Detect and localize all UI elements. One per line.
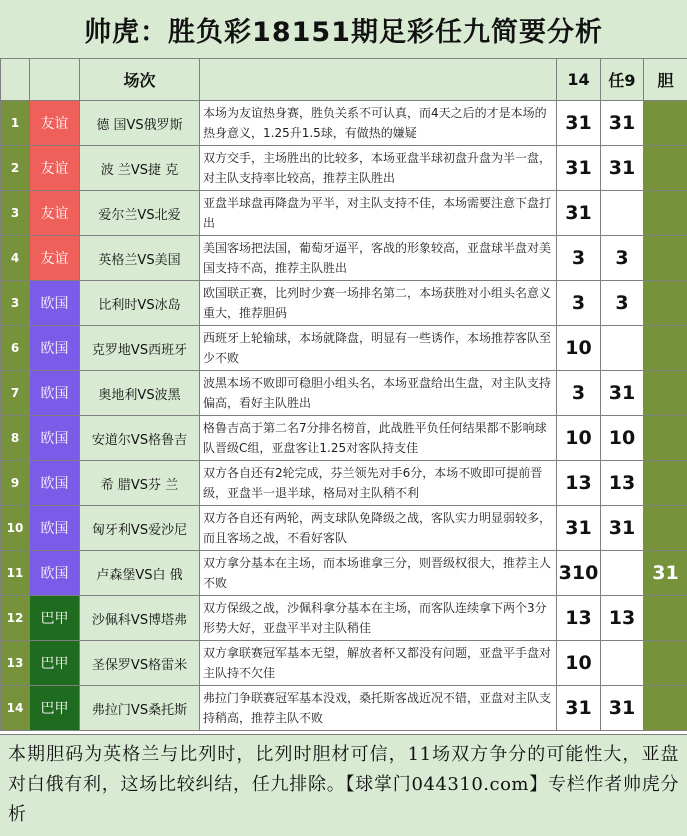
match-table [0, 58, 687, 731]
pick-r9: 31 [601, 506, 644, 551]
table-row [1, 326, 687, 371]
pick-r9: 3 [601, 281, 644, 326]
analysis-body: 双方拿分基本在主场，而本场谁拿三分，则晋级权很大，推荐主人不败 [203, 556, 552, 590]
row-number: 11 [1, 551, 30, 596]
pick-r9 [601, 551, 644, 596]
pick-dan [644, 101, 687, 146]
pick-dan [644, 146, 687, 191]
analysis-text [200, 191, 557, 236]
table-row [1, 461, 687, 506]
analysis-body: 双方保级之战，沙佩科拿分基本在主场，而客队连续拿下两个3分形势大好，亚盘平半对主队稍佳 [203, 601, 547, 635]
pick-14: 10 [557, 326, 601, 371]
analysis-text [200, 596, 557, 641]
row-number: 2 [1, 146, 30, 191]
pick-r9: 13 [601, 596, 644, 641]
header-row [1, 59, 687, 101]
league-badge: 欧国 [30, 506, 80, 551]
header-match: 场次 [80, 59, 200, 101]
table-row [1, 641, 687, 686]
pick-r9: 31 [601, 101, 644, 146]
match-name: 波 兰VS捷 克 [80, 146, 200, 191]
table-row [1, 281, 687, 326]
analysis-text [200, 641, 557, 686]
analysis-body: 本场为友谊热身赛，胜负关系不可认真，而4天之后的才是本场的热身意义，1.25升1.5球，有做热的嫌疑 [203, 106, 547, 140]
analysis-body: 格鲁吉高于第二名7分排名榜首，此战胜平负任何结果都不影响球队晋级C组，亚盘客让1.25对客队持支佳 [203, 421, 547, 455]
league-badge: 友谊 [30, 101, 80, 146]
analysis-text [200, 461, 557, 506]
row-number: 8 [1, 416, 30, 461]
pick-dan: 31 [644, 551, 687, 596]
pick-dan [644, 191, 687, 236]
pick-dan [644, 686, 687, 731]
analysis-body: 双方交手，主场胜出的比较多，本场亚盘半球初盘升盘为半一盘，对主队支持率比较高，推荐主队胜出 [203, 151, 552, 185]
analysis-body: 亚盘半球盘再降盘为平半，对主队支持不佳，本场需要注意下盘打出 [203, 196, 552, 230]
analysis-text [200, 371, 557, 416]
match-name: 德 国VS俄罗斯 [80, 101, 200, 146]
match-name: 安道尔VS格鲁吉 [80, 416, 200, 461]
pick-r9 [601, 326, 644, 371]
row-number: 10 [1, 506, 30, 551]
league-badge: 欧国 [30, 371, 80, 416]
analysis-body: 双方拿联赛冠军基本无望，解放者杯又都没有问题，亚盘平手盘对主队持不欠佳 [203, 646, 552, 680]
pick-r9 [601, 641, 644, 686]
match-name: 沙佩科VS博塔弗 [80, 596, 200, 641]
analysis-text [200, 236, 557, 281]
analysis-body: 波黑本场不败即可稳胆小组头名，本场亚盘给出生盘，对主队支持偏高，看好主队胜出 [203, 376, 552, 410]
row-number: 13 [1, 641, 30, 686]
pick-14: 31 [557, 191, 601, 236]
row-number: 6 [1, 326, 30, 371]
pick-14: 10 [557, 416, 601, 461]
analysis-body: 双方各自还有2轮完成，芬兰领先对手6分，本场不败即可提前晋级，亚盘半一退半球，格局对主队稍不利 [203, 466, 543, 500]
pick-14: 31 [557, 686, 601, 731]
league-badge: 欧国 [30, 551, 80, 596]
analysis-text [200, 551, 557, 596]
match-name: 英格兰VS美国 [80, 236, 200, 281]
league-badge: 欧国 [30, 326, 80, 371]
header-analysis [200, 59, 557, 101]
pick-14: 10 [557, 641, 601, 686]
pick-14: 31 [557, 506, 601, 551]
pick-dan [644, 641, 687, 686]
pick-r9: 31 [601, 371, 644, 416]
match-name: 奥地利VS波黑 [80, 371, 200, 416]
league-badge: 巴甲 [30, 641, 80, 686]
league-badge: 友谊 [30, 146, 80, 191]
analysis-text [200, 326, 557, 371]
match-name: 克罗地VS西班牙 [80, 326, 200, 371]
row-number: 9 [1, 461, 30, 506]
pick-r9: 31 [601, 146, 644, 191]
table-row [1, 146, 687, 191]
table-row [1, 371, 687, 416]
pick-dan [644, 326, 687, 371]
analysis-body: 欧国联正赛，比列时少赛一场排名第二，本场获胜对小组头名意义重大，推荐胆码 [203, 286, 552, 320]
row-number: 3 [1, 281, 30, 326]
pick-dan [644, 416, 687, 461]
pick-14: 13 [557, 461, 601, 506]
row-number: 3 [1, 191, 30, 236]
analysis-body: 弗拉门争联赛冠军基本没戏，桑托斯客战近况不错，亚盘对主队支持稍高，推荐主队不败 [203, 691, 552, 725]
table-row [1, 101, 687, 146]
analysis-text [200, 506, 557, 551]
match-name: 希 腊VS芬 兰 [80, 461, 200, 506]
pick-14: 31 [557, 101, 601, 146]
league-badge: 欧国 [30, 416, 80, 461]
pick-dan [644, 461, 687, 506]
league-badge: 欧国 [30, 281, 80, 326]
table-row [1, 506, 687, 551]
pick-r9: 31 [601, 686, 644, 731]
analysis-body: 双方各自还有两轮，两支球队免降级之战，客队实力明显弱较多，而且客场之战，不看好客队 [203, 511, 552, 545]
row-number: 14 [1, 686, 30, 731]
pick-r9: 10 [601, 416, 644, 461]
pick-r9: 3 [601, 236, 644, 281]
league-badge: 欧国 [30, 461, 80, 506]
table-row [1, 416, 687, 461]
row-number: 4 [1, 236, 30, 281]
pick-dan [644, 281, 687, 326]
header-no [1, 59, 30, 101]
analysis-text [200, 101, 557, 146]
match-name: 弗拉门VS桑托斯 [80, 686, 200, 731]
pick-14: 3 [557, 281, 601, 326]
league-badge: 巴甲 [30, 686, 80, 731]
match-name: 匈牙利VS爱沙尼 [80, 506, 200, 551]
pick-dan [644, 506, 687, 551]
header-r9: 任9 [601, 59, 644, 101]
pick-14: 13 [557, 596, 601, 641]
pick-r9 [601, 191, 644, 236]
pick-dan [644, 236, 687, 281]
match-name: 比利时VS冰岛 [80, 281, 200, 326]
header-dan: 胆 [644, 59, 687, 101]
match-name: 圣保罗VS格雷米 [80, 641, 200, 686]
table-row [1, 551, 687, 596]
pick-14: 3 [557, 236, 601, 281]
analysis-body: 西班牙上轮输球，本场就降盘，明显有一些诱作，本场推荐客队至少不败 [203, 331, 552, 365]
pick-dan [644, 371, 687, 416]
summary-note: 本期胆码为英格兰与比列时，比列时胆材可信，11场双方争分的可能性大，亚盘对白俄有利，这场比较纠结，任九排除。【球掌门044310.com】专栏作者帅虎分析 [0, 734, 687, 836]
analysis-body: 美国客场把法国，葡萄牙逼平，客战的形象较高，亚盘球半盘对美国支持不高，推荐主队胜出 [203, 241, 552, 275]
row-number: 1 [1, 101, 30, 146]
league-badge: 巴甲 [30, 596, 80, 641]
pick-14: 310 [557, 551, 601, 596]
analysis-text [200, 146, 557, 191]
table-row [1, 596, 687, 641]
header-14: 14 [557, 59, 601, 101]
table-row [1, 686, 687, 731]
match-name: 卢森堡VS白 俄 [80, 551, 200, 596]
table-row [1, 191, 687, 236]
row-number: 12 [1, 596, 30, 641]
league-badge: 友谊 [30, 191, 80, 236]
analysis-text [200, 686, 557, 731]
pick-dan [644, 596, 687, 641]
pick-14: 3 [557, 371, 601, 416]
league-badge: 友谊 [30, 236, 80, 281]
row-number: 7 [1, 371, 30, 416]
analysis-text [200, 416, 557, 461]
pick-r9: 13 [601, 461, 644, 506]
analysis-text [200, 281, 557, 326]
table-row [1, 236, 687, 281]
match-name: 爱尔兰VS北爱 [80, 191, 200, 236]
pick-14: 31 [557, 146, 601, 191]
page-title: 帅虎：胜负彩18151期足彩任九简要分析 [0, 0, 687, 59]
header-league [30, 59, 80, 101]
